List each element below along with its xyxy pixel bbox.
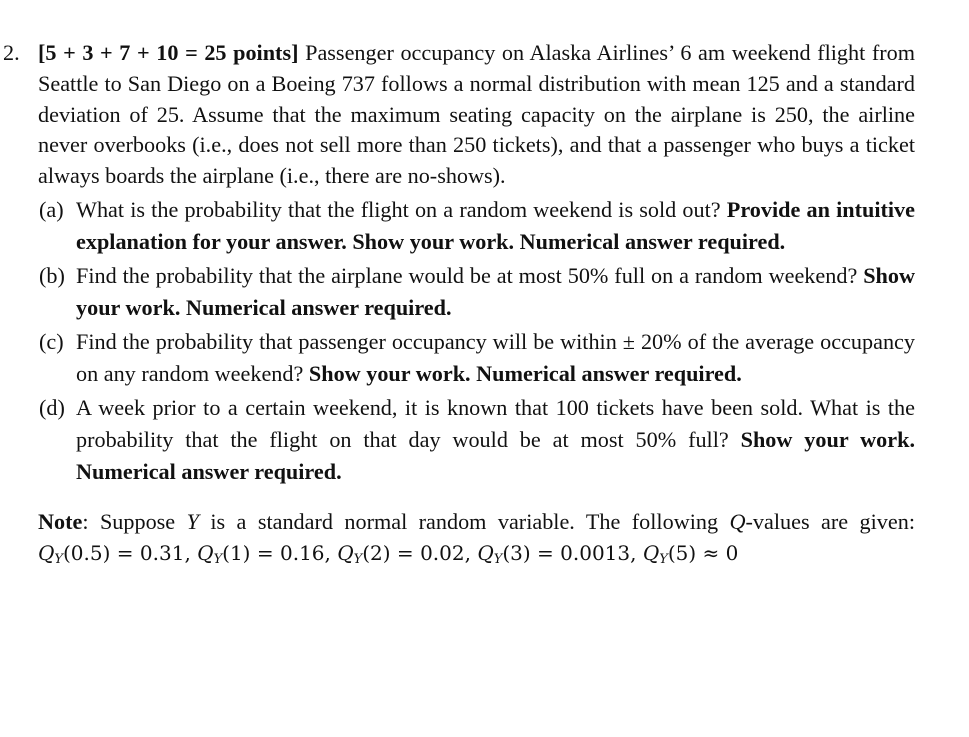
subquestion-text: What is the probability that the flight on a random weekend is sold out?	[76, 196, 721, 222]
note-paragraph	[0, 506, 915, 575]
subquestion-b	[0, 260, 915, 324]
subquestion-instructions: Show your work. Numerical answer required.	[308, 360, 742, 386]
variable-y: Y	[186, 508, 199, 534]
q-value-list	[38, 541, 738, 565]
problem-2	[0, 38, 915, 575]
subquestion-label: (c)	[39, 328, 64, 354]
subquestion-instructions: Provide an intuitive explanation for your answer. Show your work. Numerical answer required.	[76, 196, 916, 254]
q-value: $Q_Y(5) \approx 0$	[642, 540, 739, 567]
q-value: $Q_Y(2) = 0.02$,	[337, 540, 478, 567]
subquestion-label: (a)	[39, 196, 64, 222]
note-text: -values are given:	[745, 508, 915, 534]
q-value: $Q_Y(0.5) = 0.31$,	[38, 540, 198, 567]
subquestion-text: Find the probability that passenger occupancy will be within ± 20% of the average occupancy on any random weekend?	[76, 328, 915, 386]
q-value: $Q_Y(1) = 0.16$,	[197, 540, 338, 567]
subquestion-instructions: Show your work. Numerical answer required.	[76, 426, 916, 484]
q-value: $Q_Y(3) = 0.0013$,	[477, 540, 643, 567]
note-text: : Suppose	[82, 508, 176, 534]
subquestion-c	[0, 326, 915, 390]
variable-q: Q	[729, 508, 746, 534]
problem-statement	[0, 38, 915, 192]
problem-number: 2.	[3, 40, 20, 65]
subquestion-d	[0, 392, 915, 488]
subquestion-text: A week prior to a certain weekend, it is known that 100 tickets have been sold. What is the probability that the flight on that day would be at most 50% full?	[76, 394, 915, 452]
note-label: Note	[38, 508, 83, 534]
points-breakdown: [5 + 3 + 7 + 10 = 25 points]	[38, 40, 299, 65]
subquestion-text: Find the probability that the airplane would be at most 50% full on a random weekend?	[76, 262, 858, 288]
subquestion-a	[0, 194, 915, 258]
subquestion-label: (b)	[39, 262, 65, 288]
note-text: is a standard normal random variable. The following	[210, 508, 719, 534]
subquestion-instructions: Show your work. Numerical answer required.	[76, 262, 916, 320]
subquestion-list	[0, 194, 915, 488]
problem-text: Passenger occupancy on Alaska Airlines’ 6 am weekend flight from Seattle to San Diego on a Boeing 737 follows a normal distribution with mean 125 and a standard deviation of 25. Assume that the maximum seating capacity on the airplane is 250, the airline never overbooks (i.e., does not sell more than 250 tickets), and that a passenger who buys a ticket always boards the airplane (i.e., there are no-shows).	[38, 40, 916, 189]
subquestion-label: (d)	[39, 394, 65, 420]
